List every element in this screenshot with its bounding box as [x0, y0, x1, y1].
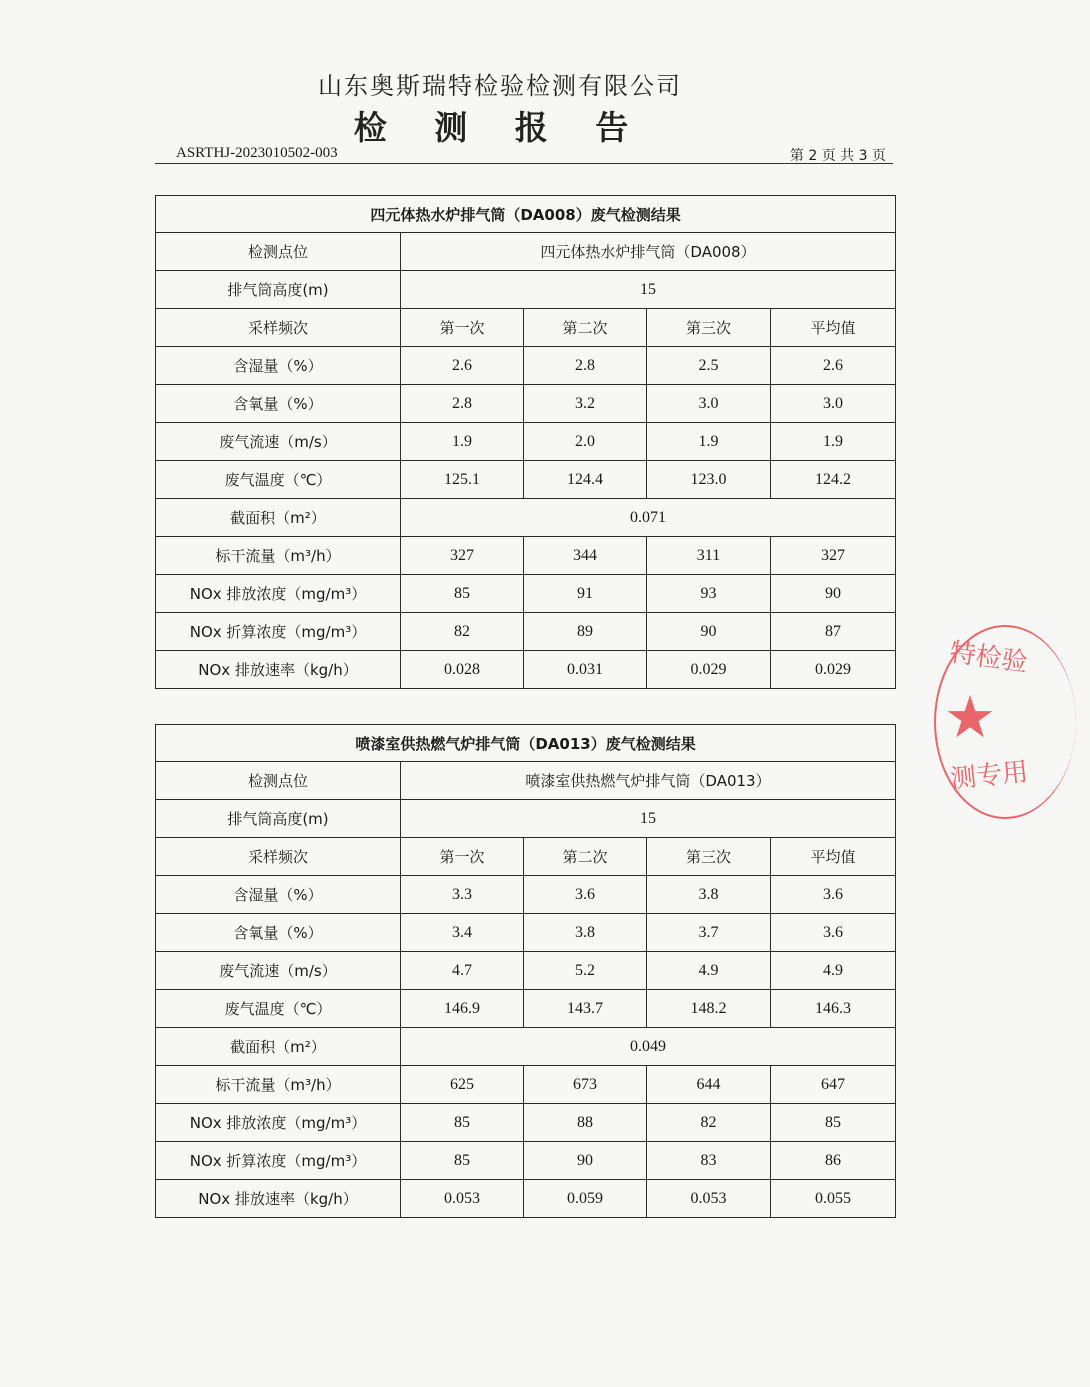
table-title: 四元体热水炉排气筒（DA008）废气检测结果 [156, 196, 896, 233]
column-header: 平均值 [771, 838, 896, 876]
table-cell: 124.2 [771, 461, 896, 499]
table-row [156, 762, 896, 800]
inspection-stamp [930, 625, 1090, 825]
area-value: 0.071 [401, 499, 896, 537]
table-cell: 93 [647, 575, 771, 613]
table-cell: 4.7 [401, 952, 524, 990]
row-label: 标干流量（m³/h） [156, 537, 401, 575]
table-cell: 88 [524, 1104, 647, 1142]
table-cell: 87 [771, 613, 896, 651]
table-cell: 0.055 [771, 1180, 896, 1218]
table-cell: 311 [647, 537, 771, 575]
table-cell: 5.2 [524, 952, 647, 990]
table-cell: 148.2 [647, 990, 771, 1028]
table-cell: 0.031 [524, 651, 647, 689]
table-cell: 3.6 [771, 914, 896, 952]
table-row [156, 575, 896, 613]
table-cell: 146.9 [401, 990, 524, 1028]
table-cell: 3.8 [524, 914, 647, 952]
table-cell: 82 [647, 1104, 771, 1142]
table-cell: 344 [524, 537, 647, 575]
table-cell: 1.9 [647, 423, 771, 461]
table-cell: 0.053 [401, 1180, 524, 1218]
table-header-row [156, 309, 896, 347]
table-cell: 3.4 [401, 914, 524, 952]
table-title-row [156, 196, 896, 233]
table-cell: 4.9 [647, 952, 771, 990]
table-cell: 2.8 [524, 347, 647, 385]
row-label: 废气流速（m/s） [156, 423, 401, 461]
table-cell: 3.6 [524, 876, 647, 914]
row-label: 标干流量（m³/h） [156, 1066, 401, 1104]
area-value: 0.049 [401, 1028, 896, 1066]
column-header: 第二次 [524, 309, 647, 347]
star-icon: ★ [944, 683, 996, 751]
table-cell: 1.9 [401, 423, 524, 461]
table-row [156, 271, 896, 309]
table-cell: 2.6 [401, 347, 524, 385]
table-cell: 327 [401, 537, 524, 575]
row-label: 含氧量（%） [156, 385, 401, 423]
row-label: 含氧量（%） [156, 914, 401, 952]
table-cell: 3.7 [647, 914, 771, 952]
table-cell: 85 [401, 1104, 524, 1142]
row-label: 含湿量（%） [156, 876, 401, 914]
table-cell: 0.029 [647, 651, 771, 689]
table-cell: 3.0 [771, 385, 896, 423]
column-header: 第三次 [647, 309, 771, 347]
table-cell: 1.9 [771, 423, 896, 461]
table-cell: 83 [647, 1142, 771, 1180]
row-label: NOx 排放浓度（mg/m³） [156, 575, 401, 613]
table-cell: 85 [771, 1104, 896, 1142]
table-header-row [156, 838, 896, 876]
table-cell: 2.0 [524, 423, 647, 461]
header-rule [155, 163, 893, 164]
table-cell: 2.8 [401, 385, 524, 423]
column-header: 平均值 [771, 309, 896, 347]
row-label: NOx 折算浓度（mg/m³） [156, 1142, 401, 1180]
table-cell: 3.8 [647, 876, 771, 914]
table-row [156, 876, 896, 914]
table-cell: 327 [771, 537, 896, 575]
table-title: 喷漆室供热燃气炉排气筒（DA013）废气检测结果 [156, 725, 896, 762]
table-cell: 90 [524, 1142, 647, 1180]
row-label: 检测点位 [156, 233, 401, 271]
row-label: NOx 排放浓度（mg/m³） [156, 1104, 401, 1142]
table-row [156, 990, 896, 1028]
table-cell: 90 [647, 613, 771, 651]
table-row [156, 952, 896, 990]
row-label: 采样频次 [156, 838, 401, 876]
table-cell: 3.3 [401, 876, 524, 914]
table-row [156, 537, 896, 575]
row-label: NOx 折算浓度（mg/m³） [156, 613, 401, 651]
table-cell: 3.2 [524, 385, 647, 423]
row-label: 检测点位 [156, 762, 401, 800]
table-cell: 82 [401, 613, 524, 651]
table-row [156, 461, 896, 499]
table-row [156, 914, 896, 952]
table-row [156, 499, 896, 537]
table-cell: 3.0 [647, 385, 771, 423]
table-row [156, 1104, 896, 1142]
row-label: 截面积（m²） [156, 499, 401, 537]
table-cell: 3.6 [771, 876, 896, 914]
row-label: 采样频次 [156, 309, 401, 347]
row-label: NOx 排放速率（kg/h） [156, 651, 401, 689]
table-row [156, 651, 896, 689]
row-label: 截面积（m²） [156, 1028, 401, 1066]
table-row [156, 1142, 896, 1180]
point-value: 四元体热水炉排气筒（DA008） [401, 233, 896, 271]
table-cell: 2.6 [771, 347, 896, 385]
table-cell: 2.5 [647, 347, 771, 385]
table-cell: 0.029 [771, 651, 896, 689]
table-row [156, 233, 896, 271]
report-number: ASRTHJ-2023010502-003 [176, 145, 338, 161]
table-row [156, 1066, 896, 1104]
table-cell: 125.1 [401, 461, 524, 499]
table-cell: 123.0 [647, 461, 771, 499]
row-label: 排气筒高度(m) [156, 271, 401, 309]
table-cell: 89 [524, 613, 647, 651]
table-cell: 85 [401, 575, 524, 613]
table-cell: 673 [524, 1066, 647, 1104]
company-name: 山东奥斯瑞特检验检测有限公司 [318, 72, 682, 100]
row-label: 废气流速（m/s） [156, 952, 401, 990]
table-row [156, 1180, 896, 1218]
table-cell: 0.059 [524, 1180, 647, 1218]
table-cell: 124.4 [524, 461, 647, 499]
table-cell: 146.3 [771, 990, 896, 1028]
results-table-da013 [155, 724, 896, 1218]
report-title: 检 测 报 告 [353, 108, 647, 147]
table-title-row [156, 725, 896, 762]
table-cell: 4.9 [771, 952, 896, 990]
table-cell: 90 [771, 575, 896, 613]
table-cell: 0.028 [401, 651, 524, 689]
table-row [156, 385, 896, 423]
column-header: 第三次 [647, 838, 771, 876]
table-row [156, 800, 896, 838]
height-value: 15 [401, 271, 896, 309]
results-table-da008 [155, 195, 896, 689]
table-row [156, 347, 896, 385]
stamp-text-top: 特检验 [947, 637, 1030, 679]
row-label: 排气筒高度(m) [156, 800, 401, 838]
table-row [156, 423, 896, 461]
table-cell: 85 [401, 1142, 524, 1180]
table-cell: 0.053 [647, 1180, 771, 1218]
table-cell: 644 [647, 1066, 771, 1104]
table-cell: 91 [524, 575, 647, 613]
column-header: 第一次 [401, 838, 524, 876]
column-header: 第一次 [401, 309, 524, 347]
table-cell: 625 [401, 1066, 524, 1104]
page-number: 第 2 页 共 3 页 [789, 148, 886, 164]
height-value: 15 [401, 800, 896, 838]
table-cell: 647 [771, 1066, 896, 1104]
table-cell: 86 [771, 1142, 896, 1180]
table-cell: 143.7 [524, 990, 647, 1028]
table-row [156, 1028, 896, 1066]
row-label: 含湿量（%） [156, 347, 401, 385]
column-header: 第二次 [524, 838, 647, 876]
row-label: NOx 排放速率（kg/h） [156, 1180, 401, 1218]
stamp-text-bottom: 测专用 [948, 756, 1030, 795]
point-value: 喷漆室供热燃气炉排气筒（DA013） [401, 762, 896, 800]
row-label: 废气温度（℃） [156, 461, 401, 499]
row-label: 废气温度（℃） [156, 990, 401, 1028]
table-row [156, 613, 896, 651]
